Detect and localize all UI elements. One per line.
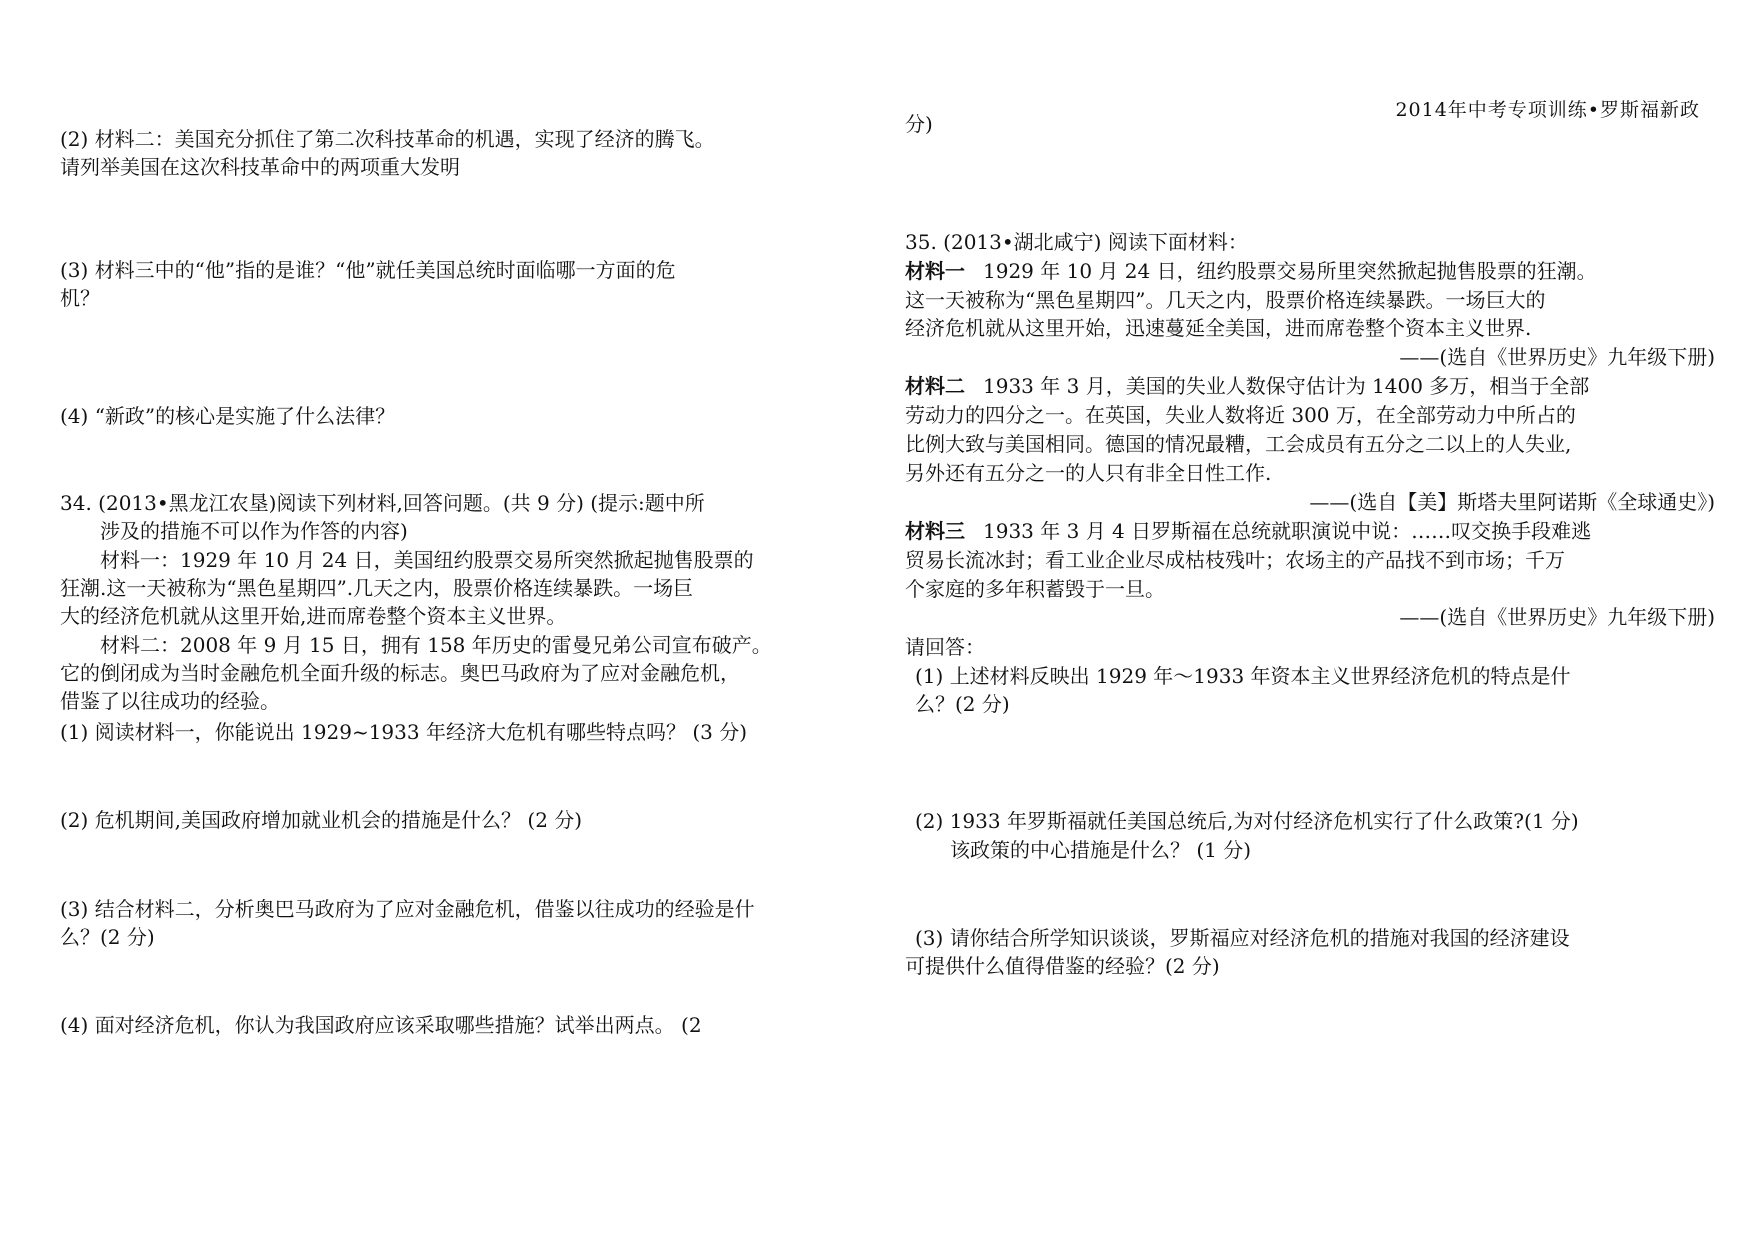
page-header: 2014年中考专项训练•罗斯福新政 (1395, 99, 1700, 121)
continuation-text: 分) (905, 112, 933, 136)
material-1-para (905, 257, 1597, 285)
material-1-text: 材料一：1929 年 10 月 24 日，美国纽约股票交易所突然掀起抛售股票的 (100, 548, 754, 572)
sub-question-3-cont: 么？(2 分) (60, 925, 155, 949)
sub-question-2-cont: 该政策的中心措施是什么？ (1 分) (950, 838, 1252, 862)
sub-question-1: (1) 上述材料反映出 1929 年～1933 年资本主义世界经济危机的特点是什 (915, 664, 1571, 688)
material-3-text-cont: 贸易长流冰封；看工业企业尽成枯枝残叶；农场主的产品找不到市场；千万 (905, 548, 1565, 572)
material-2-text: 材料二：2008 年 9 月 15 日，拥有 158 年历史的雷曼兄弟公司宣布破产。 (100, 633, 772, 657)
material-3-para (905, 517, 1591, 545)
sub-question-1: (1) 阅读材料一，你能说出 1929~1933 年经济大危机有哪些特点吗？ (3 分) (60, 720, 748, 744)
sub-question-3: (3) 请你结合所学知识谈谈，罗斯福应对经济危机的措施对我国的经济建设 (915, 926, 1570, 950)
material-2-text-cont2: 借鉴了以往成功的经验。 (60, 689, 280, 713)
question-3-text: (3) 材料三中的“他”指的是谁？“他”就任美国总统时面临哪一方面的危 (60, 258, 676, 282)
sub-question-2: (2) 1933 年罗斯福就任美国总统后,为对付经济危机实行了什么政策?(1 分) (915, 809, 1579, 833)
material-1-text-cont2: 大的经济危机就从这里开始,进而席卷整个资本主义世界。 (60, 604, 567, 628)
problem-34-heading: 34. (2013•黑龙江农垦)阅读下列材料,回答问题。(共 9 分) (提示:题中所 (60, 491, 705, 515)
problem-34-hint: 涉及的措施不可以作为作答的内容) (100, 519, 408, 543)
material-2-text-cont: 劳动力的四分之一。在英国，失业人数将近 300 万，在全部劳动力中所占的 (905, 403, 1576, 427)
material-3-text-cont2: 个家庭的多年积蓄毁于一旦。 (905, 577, 1165, 601)
question-2-text: (2) 材料二：美国充分抓住了第二次科技革命的机遇，实现了经济的腾飞。 (60, 127, 715, 151)
material-2-text: 1933 年 3 月，美国的失业人数保守估计为 1400 多万，相当于全部 (983, 374, 1590, 398)
material-2-text-cont2: 比例大致与美国相同。德国的情况最糟，工会成员有五分之二以上的人失业, (905, 432, 1572, 456)
sub-question-3: (3) 结合材料二，分析奥巴马政府为了应对金融危机，借鉴以往成功的经验是什 (60, 897, 755, 921)
sub-question-1-cont: 么？(2 分) (915, 692, 1010, 716)
material-3-label: 材料三 (905, 519, 965, 543)
material-1-label: 材料一 (905, 259, 965, 283)
sub-question-4: (4) 面对经济危机，你认为我国政府应该采取哪些措施？试举出两点。 (2 (60, 1013, 702, 1037)
material-1-text: 1929 年 10 月 24 日，纽约股票交易所里突然掀起抛售股票的狂潮。 (983, 259, 1597, 283)
material-1-text-cont: 这一天被称为“黑色星期四”。几天之内，股票价格连续暴跌。一场巨大的 (905, 288, 1546, 312)
material-2-text-cont: 它的倒闭成为当时金融危机全面升级的标志。奥巴马政府为了应对金融危机， (60, 661, 740, 685)
material-1-source: ——(选自《世界历史》九年级下册) (1399, 345, 1715, 369)
material-2-para (905, 372, 1589, 400)
question-4-text: (4) “新政”的核心是实施了什么法律？ (60, 404, 396, 428)
question-2-text-cont: 请列举美国在这次科技革命中的两项重大发明 (60, 155, 460, 179)
material-1-text-cont2: 经济危机就从这里开始，迅速蔓延全美国，进而席卷整个资本主义世界. (905, 316, 1532, 340)
material-3-text: 1933 年 3 月 4 日罗斯福在总统就职演说中说：……叹交换手段难逃 (983, 519, 1592, 543)
material-3-source: ——(选自《世界历史》九年级下册) (1399, 605, 1715, 629)
material-1-text-cont: 狂潮.这一天被称为“黑色星期四”.几天之内，股票价格连续暴跌。一场巨 (60, 576, 694, 600)
problem-35-heading: 35. (2013•湖北咸宁) 阅读下面材料： (905, 230, 1248, 254)
sub-question-2: (2) 危机期间,美国政府增加就业机会的措施是什么？ (2 分) (60, 808, 583, 832)
question-3-text-cont: 机？ (60, 286, 100, 310)
material-2-label: 材料二 (905, 374, 965, 398)
answer-prompt: 请回答： (905, 635, 985, 659)
material-2-text-cont3: 另外还有五分之一的人只有非全日性工作. (905, 461, 1272, 485)
material-2-source: ——(选自【美】斯塔夫里阿诺斯《全球通史》) (1309, 490, 1715, 514)
sub-question-3-cont: 可提供什么值得借鉴的经验？(2 分) (905, 954, 1220, 978)
